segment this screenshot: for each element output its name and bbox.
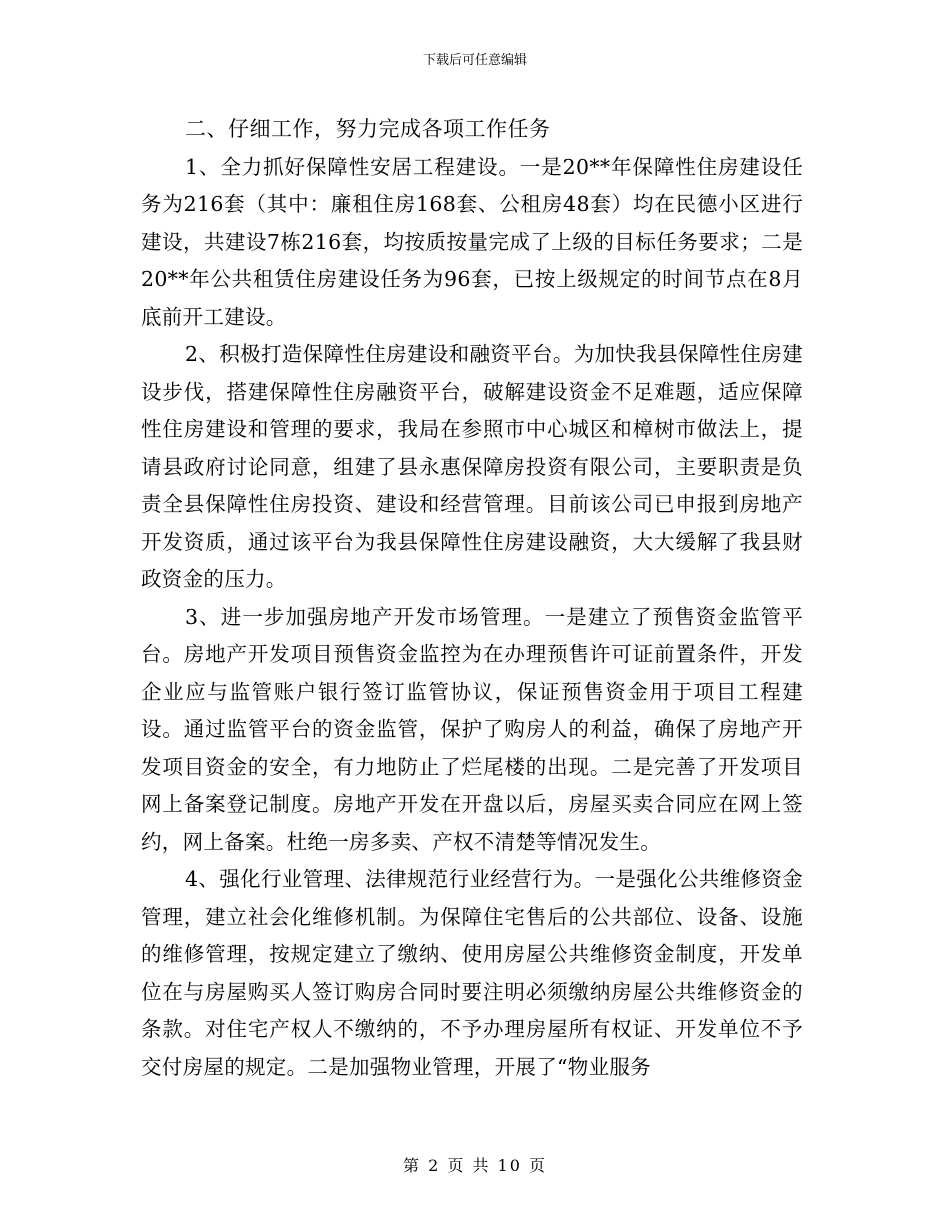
document-body: [141, 111, 803, 1086]
page-number-footer: 第 2 页 共 10 页: [403, 1156, 547, 1175]
paragraph-3: 3、进一步加强房地产开发市场管理。一是建立了预售资金监管平台。房地产开发项目预售资金监控为在办理预售许可证前置条件，开发企业应与监管账户银行签订监管协议，保证预售资金用于项目工程建设。通过监管平台的资金监管，保护了购房人的利益，确保了房地产开发项目资金的安全，有力地防止了烂尾楼的出现。二是完善了开发项目网上备案登记制度。房地产开发在开盘以后，房屋买卖合同应在网上签约，网上备案。杜绝一房多卖、产权不清楚等情况发生。: [141, 604, 803, 854]
paragraph-1: 1、全力抓好保障性安居工程建设。一是20**年保障性住房建设任务为216套（其中：廉租住房168套、公租房48套）均在民德小区进行建设，共建设7栋216套，均按质按量完成了上级的目标任务要求；二是20**年公共租赁住房建设任务为96套，已按上级规定的时间节点在8月底前开工建设。: [141, 154, 803, 329]
paragraph-2: 2、积极打造保障性住房建设和融资平台。为加快我县保障性住房建设步伐，搭建保障性住房融资平台，破解建设资金不足难题，适应保障性住房建设和管理的要求，我局在参照市中心城区和樟树市做法上，提请县政府讨论同意，组建了县永惠保障房投资有限公司，主要职责是负责全县保障性住房投资、建设和经营管理。目前该公司已申报到房地产开发资质，通过该平台为我县保障性住房建设融资，大大缓解了我县财政资金的压力。: [141, 342, 803, 591]
page-header-note: 下载后可任意编辑: [422, 53, 527, 68]
paragraph-4: 4、强化行业管理、法律规范行业经营行为。一是强化公共维修资金管理，建立社会化维修机制。为保障住宅售后的公共部位、设备、设施的维修管理，按规定建立了缴纳、使用房屋公共维修资金制度，开发单位在与房屋购买人签订购房合同时要注明必须缴纳房屋公共维修资金的条款。对住宅产权人不缴纳的，不予办理房屋所有权证、开发单位不予交付房屋的规定。二是加强物业管理，开展了“物业服务: [141, 867, 803, 1079]
section-heading: 二、仔细工作，努力完成各项工作任务: [185, 117, 551, 141]
